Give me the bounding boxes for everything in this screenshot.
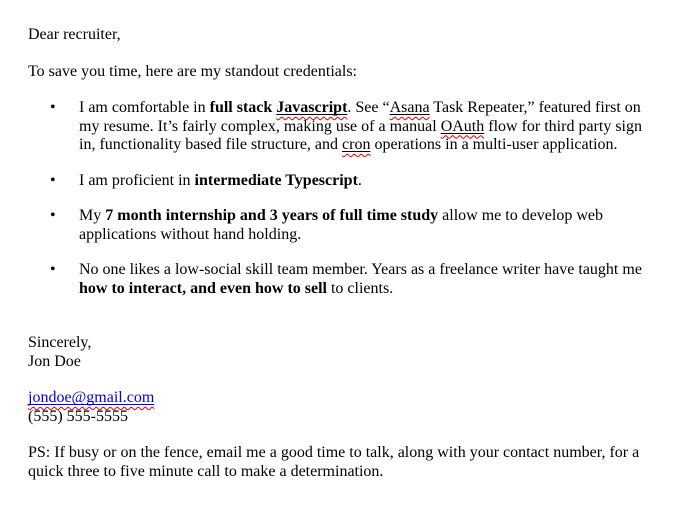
misspelled-word bbox=[28, 389, 154, 406]
bullet-icon: • bbox=[50, 261, 56, 278]
text-segment: flow for third party sign in, functionality based file structure, and bbox=[79, 117, 642, 153]
list-item-text bbox=[79, 261, 642, 297]
text-segment: to clients. bbox=[326, 279, 394, 297]
text-segment: cron bbox=[342, 136, 371, 153]
closing-salutation: Sincerely, bbox=[28, 334, 92, 351]
text-segment: I am comfortable in bbox=[79, 99, 210, 116]
list-item bbox=[28, 99, 654, 155]
list-item bbox=[28, 207, 654, 244]
contact-block bbox=[28, 389, 654, 426]
list-item bbox=[28, 261, 654, 298]
text-segment: Javascript bbox=[276, 99, 348, 116]
email-link[interactable]: jondoe@gmail.com bbox=[28, 389, 155, 406]
sender-name: Jon Doe bbox=[28, 352, 81, 370]
list-item-text bbox=[79, 172, 362, 189]
text-segment: allow me to develop web applications without hand holding. bbox=[79, 207, 603, 243]
text-segment: Asana bbox=[389, 99, 430, 116]
greeting-line: Dear recruiter, bbox=[28, 26, 121, 43]
bullet-icon: • bbox=[50, 207, 56, 224]
postscript: PS: If busy or on the fence, email me a good time to talk, along with your contact number, for a quick three to five minute call to make a determination. bbox=[28, 444, 640, 480]
text-segment: intermediate Typescript bbox=[194, 171, 358, 189]
list-item-text bbox=[79, 99, 642, 153]
text-segment: OAuth bbox=[440, 117, 485, 135]
text-segment: 7 month internship and 3 years of full time study bbox=[105, 207, 439, 224]
credentials-list bbox=[28, 99, 654, 298]
bullet-icon: • bbox=[50, 99, 56, 116]
text-segment: My bbox=[79, 207, 106, 224]
bullet-icon: • bbox=[50, 171, 56, 189]
misspelled-word bbox=[276, 99, 347, 116]
misspelled-word bbox=[390, 99, 430, 116]
text-segment: operations in a multi-user application. bbox=[370, 136, 618, 153]
list-item bbox=[28, 172, 654, 191]
list-item-text bbox=[79, 207, 603, 243]
text-segment: I am proficient in bbox=[79, 171, 195, 189]
signature-block bbox=[28, 334, 654, 371]
text-segment: No one likes a low-social skill team member. Years as a freelance writer have taught me bbox=[79, 261, 642, 278]
misspelled-word bbox=[441, 118, 485, 135]
text-segment: . bbox=[357, 171, 362, 189]
text-segment: . See “ bbox=[347, 99, 390, 116]
phone-number: (555) 555-5555 bbox=[28, 407, 128, 425]
text-segment: how to interact, and even how to sell bbox=[79, 279, 327, 297]
text-segment: Task Repeater,” featured first on my resume. It’s fairly complex, making use of a manual bbox=[79, 99, 641, 135]
misspelled-word bbox=[342, 136, 370, 153]
text-segment: full stack bbox=[209, 99, 277, 116]
intro-line: To save you time, here are my standout credentials: bbox=[28, 62, 357, 80]
